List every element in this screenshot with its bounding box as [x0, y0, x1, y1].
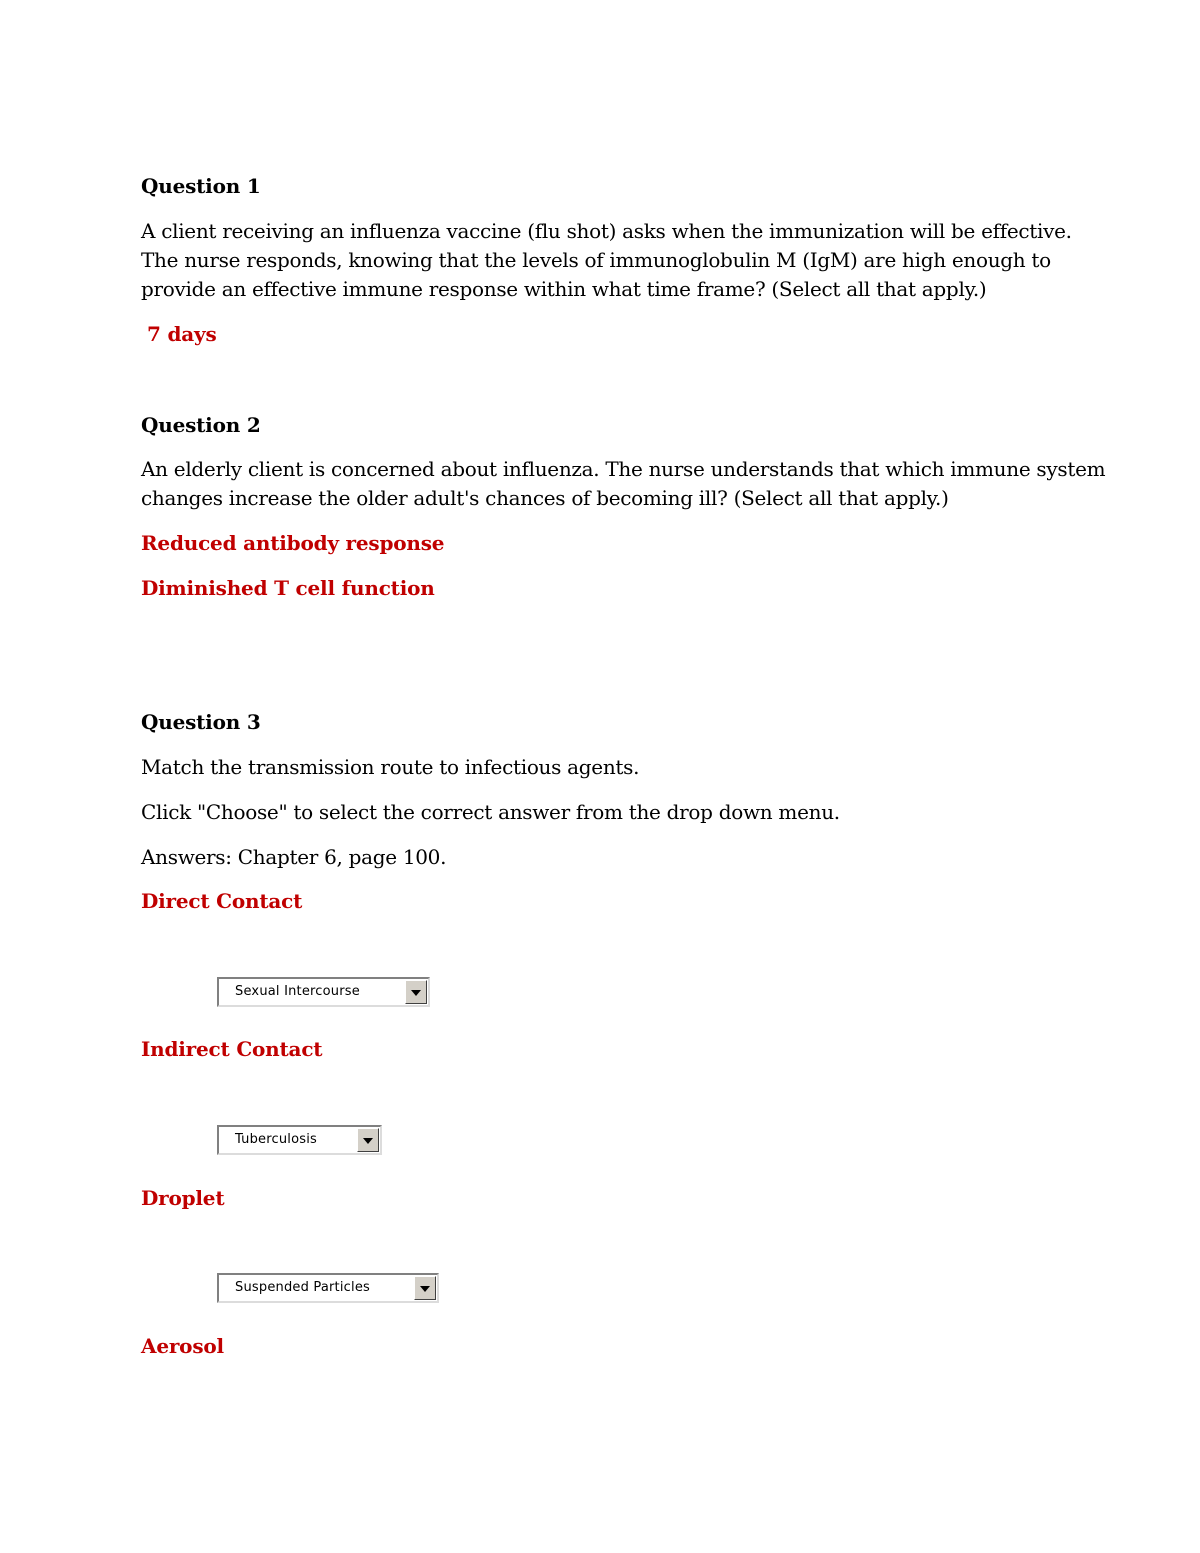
route-select-indirect-contact[interactable] — [217, 1125, 382, 1155]
question-3-instruction-3 — [141, 843, 1081, 872]
question-1-line-2: The nurse responds, knowing that the levels of immunoglobulin M (IgM) are high enough to — [141, 248, 1051, 272]
question-1-title: Question 1 — [141, 174, 261, 198]
question-1-line-3: provide an effective immune response within what time frame? (Select all that apply.) — [141, 277, 987, 301]
question-2-line-1: An elderly client is concerned about influenza. The nurse understands that which immune system — [141, 457, 1106, 481]
route-select-indirect-contact-value: Tuberculosis — [235, 1132, 318, 1147]
route-select-droplet[interactable] — [217, 1273, 439, 1303]
question-2-text — [141, 455, 1106, 513]
question-1-text — [141, 217, 1081, 304]
question-3-instruction-1 — [141, 753, 1081, 782]
question-3-title: Question 3 — [141, 710, 261, 734]
question-2-answer-2: Diminished T cell function — [141, 576, 435, 600]
question-3-instruction-2 — [141, 798, 1081, 827]
route-label-droplet: Droplet — [141, 1186, 225, 1210]
chevron-down-icon — [420, 1286, 430, 1292]
question-3-instruction-3-text: Answers: Chapter 6, page 100. — [141, 845, 447, 869]
route-label-aerosol: Aerosol — [141, 1334, 224, 1358]
chevron-down-icon — [411, 990, 421, 996]
route-label-direct-contact: Direct Contact — [141, 889, 303, 913]
question-2-answer-1: Reduced antibody response — [141, 531, 445, 555]
question-2-title: Question 2 — [141, 413, 261, 437]
question-1-answer: 7 days — [147, 322, 217, 346]
question-2-line-2: changes increase the older adult's chances of becoming ill? (Select all that apply.) — [141, 486, 949, 510]
route-select-direct-contact[interactable] — [217, 977, 430, 1007]
dropdown-button[interactable] — [405, 980, 427, 1004]
route-select-droplet-value: Suspended Particles — [235, 1280, 370, 1295]
question-3-instruction-2-text: Click "Choose" to select the correct answer from the drop down menu. — [141, 800, 840, 824]
dropdown-button[interactable] — [414, 1276, 436, 1300]
route-label-indirect-contact: Indirect Contact — [141, 1037, 323, 1061]
dropdown-button[interactable] — [357, 1128, 379, 1152]
question-1-line-1: A client receiving an influenza vaccine (flu shot) asks when the immunization will be effective. — [141, 219, 1072, 243]
question-3-instruction-1-text: Match the transmission route to infectious agents. — [141, 755, 640, 779]
route-select-direct-contact-value: Sexual Intercourse — [235, 984, 360, 999]
chevron-down-icon — [363, 1138, 373, 1144]
